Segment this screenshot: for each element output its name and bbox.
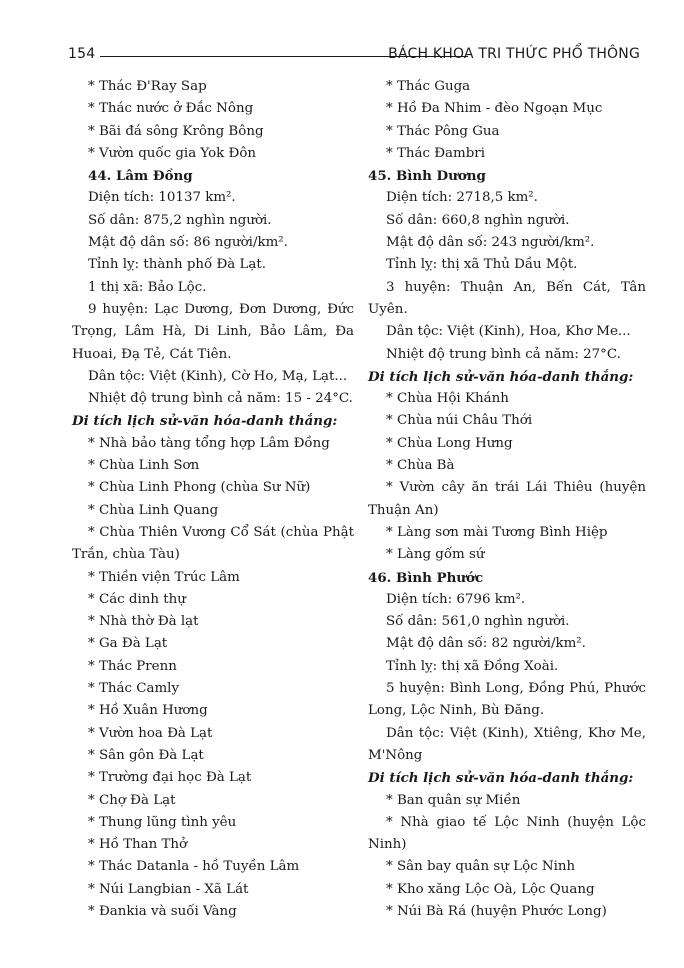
text-line: Dân tộc: Việt (Kinh), Xtiêng, Khơ Me,: [386, 725, 646, 741]
subsection-heading: Di tích lịch sử-văn hóa-danh thắng:: [72, 413, 338, 430]
list-item: * Núi Langbian - Xã Lát: [88, 881, 249, 897]
text-line: Mật độ dân số: 86 người/km².: [88, 235, 288, 251]
text-line: Dân tộc: Việt (Kinh), Hoa, Khơ Me...: [386, 324, 631, 340]
text-line: Tỉnh lỵ: thị xã Thủ Dầu Một.: [386, 257, 578, 273]
list-item: * Thác Prenn: [88, 658, 177, 674]
text-line: Mật độ dân số: 82 người/km².: [386, 636, 586, 652]
text-line: Trắn, chùa Tàu): [72, 547, 180, 563]
list-item: * Vườn hoa Đà Lạt: [88, 725, 213, 741]
subsection-heading: Di tích lịch sử-văn hóa-danh thắng:: [368, 368, 634, 385]
list-item: * Hồ Đa Nhim - đèo Ngoạn Mục: [386, 101, 603, 117]
list-item: * Hồ Xuân Hương: [88, 703, 208, 719]
list-item: * Chùa Linh Sơn: [88, 458, 200, 474]
list-item: * Thiền viện Trúc Lâm: [88, 569, 240, 585]
list-item: * Thác Datanla - hồ Tuyền Lâm: [88, 859, 300, 875]
text-line: Diện tích: 2718,5 km².: [386, 190, 538, 206]
list-item: * Chùa Hội Khánh: [386, 391, 509, 407]
list-item: * Làng gốm sứ: [386, 547, 485, 563]
text-line: Ninh): [368, 837, 407, 853]
text-line: Nhiệt độ trung bình cả năm: 15 - 24°C.: [88, 391, 353, 407]
section-heading: 46. Bình Phước: [368, 569, 484, 586]
list-item: * Thác Guga: [386, 79, 471, 94]
text-line: Mật độ dân số: 243 người/km².: [386, 235, 595, 251]
text-line: Số dân: 875,2 nghìn người.: [88, 212, 272, 228]
list-item: * Chùa Linh Quang: [88, 502, 219, 518]
page-header: [68, 44, 640, 66]
list-item: * Nhà bảo tàng tổng hợp Lâm Đồng: [88, 435, 330, 451]
list-item: * Chùa Thiên Vương Cổ Sát (chùa Phật: [88, 524, 354, 540]
subsection-heading: Di tích lịch sử-văn hóa-danh thắng:: [368, 770, 634, 787]
list-item: * Ban quân sự Miền: [386, 792, 521, 808]
text-line: 9 huyện: Lạc Dương, Đơn Dương, Đức: [88, 301, 354, 317]
list-item: * Nhà thờ Đà lạt: [88, 614, 199, 630]
text-line: 1 thị xã: Bảo Lộc.: [88, 279, 207, 295]
list-item: * Núi Bà Rá (huyện Phước Long): [386, 903, 607, 919]
text-line: Tỉnh lỵ: thị xã Đồng Xoài.: [386, 658, 559, 674]
list-item: * Chùa núi Châu Thới: [386, 413, 533, 429]
list-item: * Thung lũng tình yêu: [88, 814, 237, 830]
text-line: Trọng, Lâm Hà, Di Linh, Bảo Lâm, Đa: [72, 324, 354, 340]
list-item: * Chợ Đà Lạt: [88, 792, 176, 808]
text-line: Nhiệt độ trung bình cả năm: 27°C.: [386, 346, 621, 362]
list-item: * Sân bay quân sự Lộc Ninh: [386, 859, 576, 875]
list-item: * Đankia và suối Vàng: [88, 903, 237, 919]
list-item: * Làng sơn mài Tương Bình Hiệp: [386, 524, 608, 540]
list-item: * Kho xăng Lộc Oà, Lộc Quang: [386, 881, 595, 897]
list-item: * Thác nước ở Đắc Nông: [88, 101, 254, 117]
list-item: * Thác Đ'Ray Sap: [88, 79, 207, 94]
list-item: * Sân gôn Đà Lạt: [88, 747, 204, 763]
list-item: * Ga Đà Lạt: [88, 636, 168, 652]
running-title: BÁCH KHOA TRI THỨC PHỔ THÔNG: [388, 46, 640, 62]
list-item: * Chùa Bà: [386, 458, 455, 474]
text-line: Số dân: 660,8 nghìn người.: [386, 212, 570, 228]
left-column: [72, 76, 354, 923]
text-line: Diện tích: 6796 km².: [386, 591, 526, 607]
text-line: 5 huyện: Bình Long, Đồng Phú, Phước: [386, 681, 646, 697]
section-heading: 44. Lâm Đồng: [88, 168, 193, 185]
text-line: M'Nông: [368, 747, 423, 763]
text-line: Thuận An): [368, 502, 439, 518]
list-item: * Vườn cây ăn trái Lái Thiêu (huyện: [386, 480, 646, 496]
list-item: * Hồ Than Thở: [88, 837, 188, 853]
list-item: * Thác Đambri: [386, 145, 485, 161]
list-item: * Thác Pông Gua: [386, 123, 500, 139]
text-line: Tỉnh lỵ: thành phố Đà Lạt.: [88, 257, 267, 273]
list-item: * Chùa Linh Phong (chùa Sư Nữ): [88, 480, 311, 496]
right-column: [368, 76, 646, 923]
text-line: Long, Lộc Ninh, Bù Đăng.: [368, 703, 545, 719]
list-item: * Nhà giao tế Lộc Ninh (huyện Lộc: [386, 814, 646, 830]
text-line: Uyên.: [368, 301, 408, 317]
section-heading: 45. Bình Dương: [368, 168, 486, 185]
list-item: * Chùa Long Hưng: [386, 435, 513, 451]
list-item: * Thác Camly: [88, 681, 180, 697]
text-line: 3 huyện: Thuận An, Bến Cát, Tân: [386, 279, 646, 295]
text-line: Huoai, Đạ Tẻ, Cát Tiên.: [72, 346, 232, 362]
list-item: * Trường đại học Đà Lạt: [88, 770, 252, 786]
text-line: Diện tích: 10137 km².: [88, 190, 236, 206]
text-line: Số dân: 561,0 nghìn người.: [386, 614, 570, 630]
list-item: * Các dinh thự: [88, 591, 186, 607]
list-item: * Vườn quốc gia Yok Đôn: [88, 145, 257, 161]
text-line: Dân tộc: Việt (Kinh), Cờ Ho, Mạ, Lạt...: [88, 368, 348, 384]
list-item: * Bãi đá sông Krông Bông: [88, 123, 264, 139]
page-number: 154: [68, 46, 96, 62]
